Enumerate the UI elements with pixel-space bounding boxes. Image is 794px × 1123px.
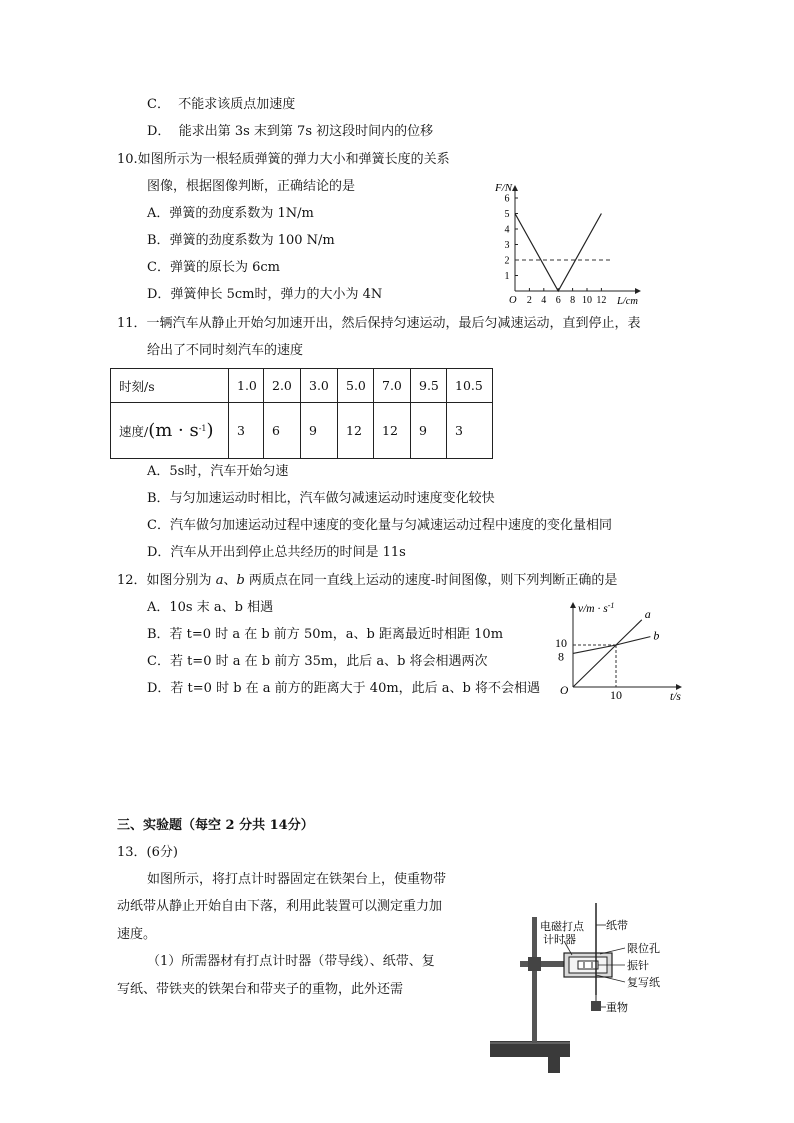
- q11-stem-line1: 11．一辆汽车从静止开始匀加速开出，然后保持匀速运动，最后匀减速运动，直到停止，表: [117, 316, 641, 331]
- series-label-b: b: [653, 628, 660, 643]
- table-cell: 3: [447, 403, 493, 459]
- q11-option-b: B．与匀加速运动时相比，汽车做匀减速运动时速度变化较快: [147, 491, 495, 506]
- q11-stem-line2: 给出了不同时刻汽车的速度: [147, 343, 304, 358]
- q13-sub1-line2: 写纸、带铁夹的铁架台和带夹子的重物，此外还需: [117, 982, 404, 997]
- y-tick-label: 6: [504, 193, 510, 205]
- force-length-line: [515, 214, 601, 292]
- q13-paragraph-line3: 速度。: [117, 927, 157, 942]
- y-tick-label: 2: [504, 255, 510, 267]
- label-timer-line1: 电磁打点: [540, 921, 584, 933]
- x-tick-label: 6: [555, 295, 561, 306]
- q13-number: 13．(6分): [117, 845, 178, 860]
- spring-force-length-chart: [485, 178, 650, 308]
- q10-stem-line1: 10.如图所示为一根轻质弹簧的弹力大小和弹簧长度的关系: [117, 152, 450, 167]
- x-axis-label: t/s: [670, 691, 681, 703]
- table-cell: 3: [229, 403, 264, 459]
- q10-option-a: A．弹簧的劲度系数为 1N/m: [147, 206, 314, 221]
- clamp-arm: [520, 961, 568, 967]
- x-tick-label: 2: [526, 295, 532, 306]
- label-tape: 纸带: [606, 920, 628, 932]
- table-cell: 7.0: [374, 369, 411, 403]
- q12-option-b: B．若 t=0 时 a 在 b 前方 50m，a、b 距离最近时相距 10m: [147, 627, 504, 642]
- table-cell: 2.0: [264, 369, 301, 403]
- y-tick-label: 1: [504, 271, 510, 282]
- q11-option-d: D．汽车从开出到停止总共经历的时间是 11s: [147, 545, 406, 560]
- table-cell: 1.0: [229, 369, 264, 403]
- y-tick-label: 5: [504, 209, 510, 220]
- x-tick-label: 4: [541, 295, 547, 306]
- y-tick-label: 10: [555, 636, 567, 650]
- q12-option-a: A．10s 末 a、b 相遇: [147, 600, 274, 615]
- table-cell: 5.0: [338, 369, 374, 403]
- q11-option-a: A．5s时，汽车开始匀速: [147, 464, 289, 479]
- q10-stem-line2: 图像，根据图像判断，正确结论的是: [147, 179, 356, 194]
- q12-option-c: C．若 t=0 时 a 在 b 前方 35m，此后 a、b 将会相遇两次: [147, 654, 488, 669]
- x-axis-label: L/cm: [617, 296, 638, 307]
- x-tick-label: 10: [582, 295, 592, 306]
- series-line-a: [573, 620, 642, 687]
- q9-option-c: C． 不能求该质点加速度: [147, 97, 296, 112]
- table-cell: 12: [374, 403, 411, 459]
- y-axis-label: $v/m \cdot s^{-1}$: [578, 601, 615, 615]
- table-cell: 10.5: [447, 369, 493, 403]
- y-tick-label: 8: [558, 649, 564, 664]
- stand-rod: [532, 917, 537, 1043]
- q11-option-c: C．汽车做匀加速运动过程中速度的变化量与匀减速运动过程中速度的变化量相同: [147, 518, 612, 533]
- y-tick-label: 3: [504, 240, 510, 251]
- series-label-a: a: [644, 606, 651, 621]
- y-axis-label: F/N: [495, 182, 513, 194]
- weight: [591, 1001, 601, 1011]
- table-row-speed: [111, 403, 493, 459]
- ticker-timer-apparatus: [488, 895, 678, 1075]
- label-needle: 振针: [627, 960, 649, 972]
- q10-option-b: B．弹簧的劲度系数为 100 N/m: [147, 233, 335, 248]
- table-cell: 3.0: [301, 369, 338, 403]
- q9-option-d: D． 能求出第 3s 末到第 7s 初这段时间内的位移: [147, 124, 434, 139]
- q10-option-d: D．弹簧伸长 5cm时，弹力的大小为 4N: [147, 287, 383, 302]
- speed-table: [110, 368, 493, 459]
- x-tick-label: 12: [596, 295, 607, 306]
- table-header-speed: 速度$/(m \cdot s^{-1})$: [111, 403, 229, 459]
- q13-paragraph-line1: 如图所示，将打点计时器固定在铁架台上，使重物带: [147, 872, 447, 887]
- origin-label: O: [509, 295, 517, 306]
- section-title: 三、实验题（每空 2 分共 14分）: [117, 818, 314, 833]
- q13-sub1-line1: （1）所需器材有打点计时器（带导线）、纸带、复: [147, 954, 435, 969]
- y-tick-label: 4: [504, 224, 510, 236]
- table-cell: 9.5: [411, 369, 447, 403]
- x-tick-label: 10: [610, 688, 622, 702]
- table-cell: 9: [411, 403, 447, 459]
- table-header-time: 时刻/s: [111, 369, 229, 403]
- table-row-time: [111, 369, 493, 403]
- label-carbon: 复写纸: [627, 977, 660, 989]
- label-weight: 重物: [606, 1002, 628, 1014]
- label-limit-hole: 限位孔: [627, 943, 660, 955]
- origin-label: O: [560, 685, 569, 697]
- table-cell: 12: [338, 403, 374, 459]
- x-tick-label: 8: [570, 295, 576, 306]
- table-cell: 6: [264, 403, 301, 459]
- table-cell: 9: [301, 403, 338, 459]
- q13-paragraph-line2: 动纸带从静止开始自由下落，利用此装置可以测定重力加: [117, 899, 443, 914]
- q12-stem: 12．如图分别为 a、b 两质点在同一直线上运动的速度-时间图像，则下列判断正确的是: [117, 573, 618, 588]
- velocity-time-chart: [548, 598, 688, 706]
- label-timer-line2: 计时器: [543, 934, 576, 946]
- q10-option-c: C．弹簧的原长为 6cm: [147, 260, 280, 275]
- q12-option-d: D．若 t=0 时 b 在 a 前方的距离大于 40m，此后 a、b 将不会相遇: [147, 681, 541, 696]
